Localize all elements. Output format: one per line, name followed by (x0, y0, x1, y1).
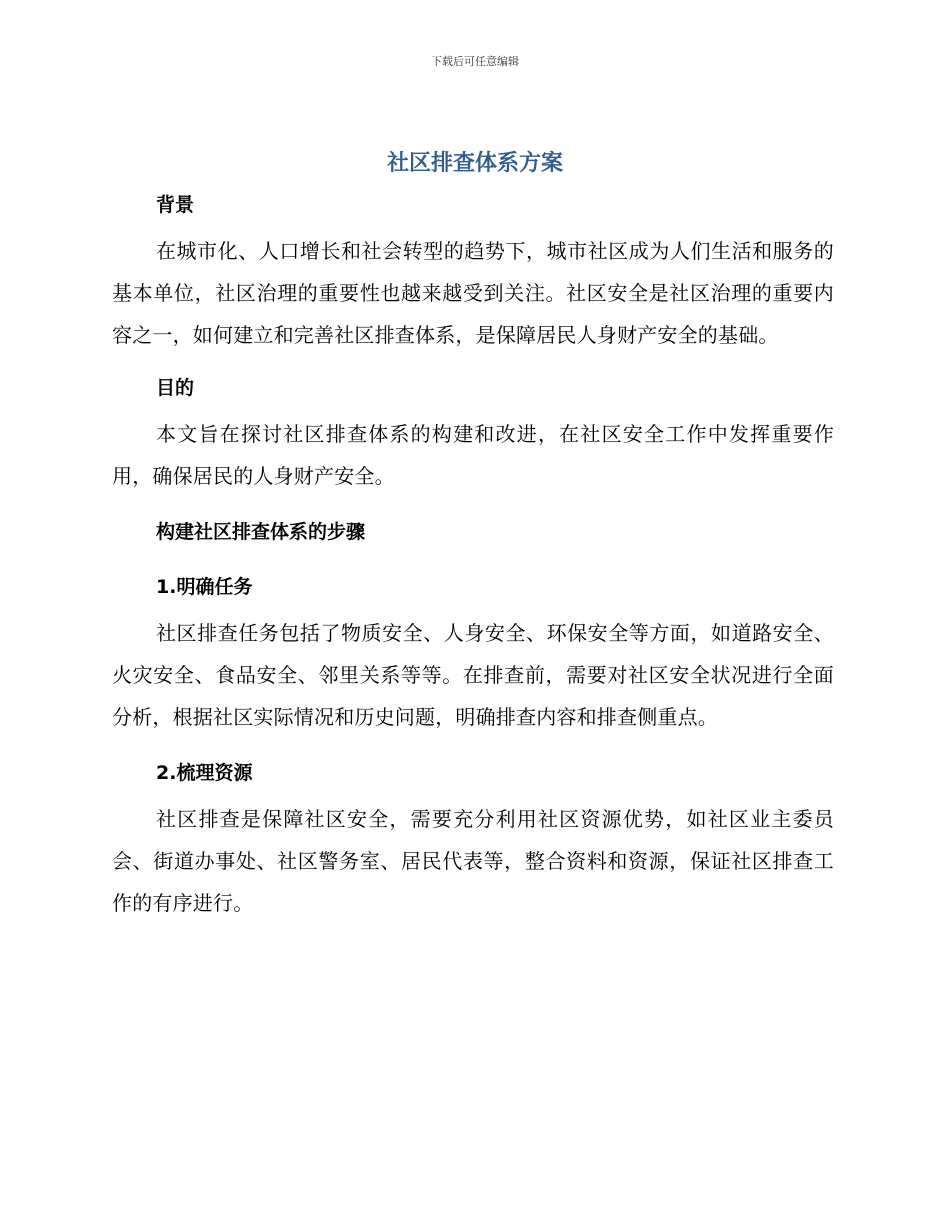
subheading-step1: 1.明确任务 (156, 576, 253, 598)
section-heading-background: 背景 (156, 194, 195, 216)
paragraph-purpose: 本文旨在探讨社区排查体系的构建和改进，在社区安全工作中发挥重要作用，确保居民的人身财产安全。 (112, 422, 834, 488)
header-note: 下载后可任意编辑 (431, 55, 519, 68)
subheading-step2: 2.梳理资源 (156, 762, 253, 784)
paragraph-step2: 社区排查是保障社区安全，需要充分利用社区资源优势，如社区业主委员会、街道办事处、社区警务室、居民代表等，整合资料和资源，保证社区排查工作的有序进行。 (112, 807, 834, 915)
section-heading-purpose: 目的 (156, 377, 195, 399)
paragraph-background: 在城市化、人口增长和社会转型的趋势下，城市社区成为人们生活和服务的基本单位，社区治理的重要性也越来越受到关注。社区安全是社区治理的重要内容之一，如何建立和完善社区排查体系，是保障居民人身财产安全的基础。 (112, 239, 834, 347)
document-body (112, 190, 834, 924)
paragraph-step1: 社区排查任务包括了物质安全、人身安全、环保安全等方面，如道路安全、火灾安全、食品安全、邻里关系等等。在排查前，需要对社区安全状况进行全面分析，根据社区实际情况和历史问题，明确排查内容和排查侧重点。 (112, 621, 834, 729)
section-heading-steps: 构建社区排查体系的步骤 (156, 521, 366, 543)
document-title: 社区排查体系方案 (386, 151, 563, 176)
